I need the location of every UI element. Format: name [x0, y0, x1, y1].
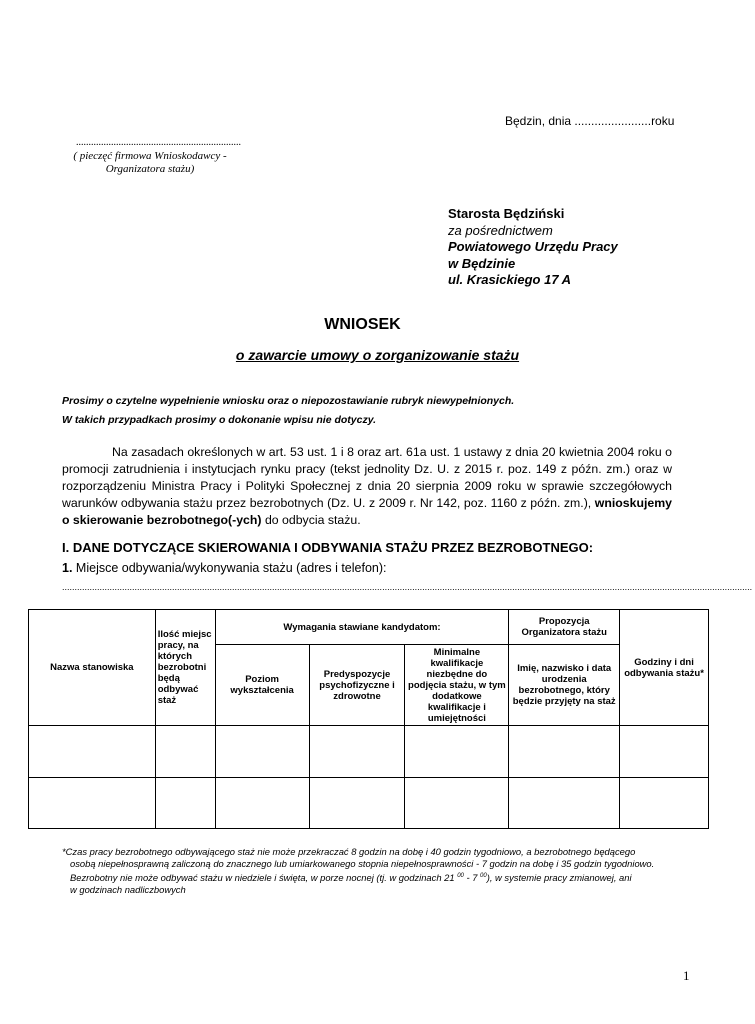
- table-cell[interactable]: [309, 778, 405, 829]
- table-row: [29, 778, 709, 829]
- trainee-requirements-table: [28, 609, 709, 829]
- footnote-line2: osobą niepełnosprawną zaliczoną do znacznego lub umiarkowanego stopnia niepełnosprawności - 7 godzin na dobę i 35 godzin tygodniowo.: [70, 858, 655, 869]
- stamp-caption: [60, 150, 240, 176]
- address-fill-line[interactable]: ....................................................................................................................................................................................................................................................................................: [62, 582, 753, 592]
- instructions: [62, 392, 682, 430]
- footnote-line3: Bezrobotny nie może odbywać stażu w niedziele i święta, w porze nocnej (tj. w godzinach 21 $^{00}$ - 7 $^{00}$), w systemie pracy zmianowej, ani: [70, 872, 632, 884]
- header-requirements: Wymagania stawiane kandydatom:: [215, 610, 509, 645]
- instruction-line1: Prosimy o czytelne wypełnienie wniosku oraz o niepozostawianie rubryk niewypełnionych.: [62, 395, 515, 407]
- document-title: WNIOSEK: [324, 316, 401, 333]
- table-cell[interactable]: [215, 778, 309, 829]
- stamp-caption-line1: ( pieczęć firmowa Wnioskodawcy -: [73, 150, 227, 162]
- body-text-main: Na zasadach określonych w art. 53 ust. 1 i 8 oraz art. 61a ust. 1 ustawy z dnia 20 kwietnia 2004 roku o promocji zatrudnienia i instytucjach rynku pracy (tekst jednolity Dz. U. z 2015 r. poz. 149 z późn. zm.) oraz w rozporządzeniu Ministra Pracy i Polityki Społecznej z dnia 20 sierpnia 2009 roku w sprawie szczegółowych warunków odbywania stażu przez bezrobotnych (Dz. U. z 2009 r. Nr 142, poz. 1160 z późn. zm.),: [62, 445, 672, 510]
- addressee-name: Starosta Będziński: [448, 206, 565, 221]
- date-line: Będzin, dnia .......................roku: [505, 114, 675, 128]
- table-cell[interactable]: [620, 778, 709, 829]
- page-number: 1: [683, 968, 690, 983]
- header-hours-days: Godziny i dni odbywania stażu*: [620, 610, 709, 726]
- footnote-line4: w godzinach nadliczbowych: [70, 884, 186, 896]
- subheader-candidate-data: Imię, nazwisko i data urodzenia bezrobotnego, który będzie przyjęty na staż: [509, 645, 620, 726]
- table-cell[interactable]: [155, 726, 215, 778]
- table-cell[interactable]: [620, 726, 709, 778]
- addressee-via: za pośrednictwem: [448, 222, 553, 238]
- table-cell[interactable]: [29, 778, 156, 829]
- section-heading: I. DANE DOTYCZĄCE SKIEROWANIA I ODBYWANIA STAŻU PRZEZ BEZROBOTNEGO:: [62, 540, 594, 555]
- addressee-block: [448, 206, 618, 289]
- stamp-placeholder-dots: ..................................................................: [76, 137, 241, 148]
- table-cell[interactable]: [309, 726, 405, 778]
- item-1: [62, 561, 387, 575]
- header-places-count: Ilość miejsc pracy, na których bezrobotni będą odbywać staż: [155, 610, 215, 726]
- table-row: [29, 726, 709, 778]
- stamp-caption-line2: Organizatora stażu): [105, 163, 195, 175]
- body-text-request: wnioskujemy o skierowanie bezrobotnego(-ych): [62, 496, 672, 527]
- table-cell[interactable]: [509, 726, 620, 778]
- addressee-street: ul. Krasickiego 17 A: [448, 272, 572, 287]
- header-position-name: Nazwa stanowiska: [29, 610, 156, 726]
- item-1-number: 1.: [62, 561, 73, 575]
- footnote: [62, 846, 712, 896]
- table-cell[interactable]: [405, 726, 509, 778]
- subheader-min-qualifications: Minimalne kwalifikacje niezbędne do podjęcia stażu, w tym dodatkowe kwalifikacje i umiejętności: [405, 645, 509, 726]
- header-organizer-proposal: Propozycja Organizatora stażu: [509, 610, 620, 645]
- table-cell[interactable]: [215, 726, 309, 778]
- footnote-line1: *Czas pracy bezrobotnego odbywającego staż nie może przekraczać 8 godzin na dobę i 40 godzin tygodniowo, a bezrobotnego będącego: [62, 846, 636, 857]
- item-1-text: Miejsce odbywania/wykonywania stażu (adres i telefon):: [75, 561, 387, 575]
- table-cell[interactable]: [405, 778, 509, 829]
- body-paragraph: [62, 444, 672, 529]
- addressee-office: Powiatowego Urzędu Pracy: [448, 239, 618, 254]
- subheader-predispositions: Predyspozycje psychofizyczne i zdrowotne: [309, 645, 405, 726]
- instruction-line2: W takich przypadkach prosimy o dokonanie wpisu nie dotyczy.: [62, 414, 377, 426]
- document-subtitle: o zawarcie umowy o zorganizowanie stażu: [235, 347, 520, 363]
- addressee-city: w Będzinie: [448, 255, 516, 271]
- table-cell[interactable]: [155, 778, 215, 829]
- table-cell[interactable]: [509, 778, 620, 829]
- subheader-education-level: Poziom wykształcenia: [215, 645, 309, 726]
- table-cell[interactable]: [29, 726, 156, 778]
- body-text-end: do odbycia stażu.: [264, 513, 361, 527]
